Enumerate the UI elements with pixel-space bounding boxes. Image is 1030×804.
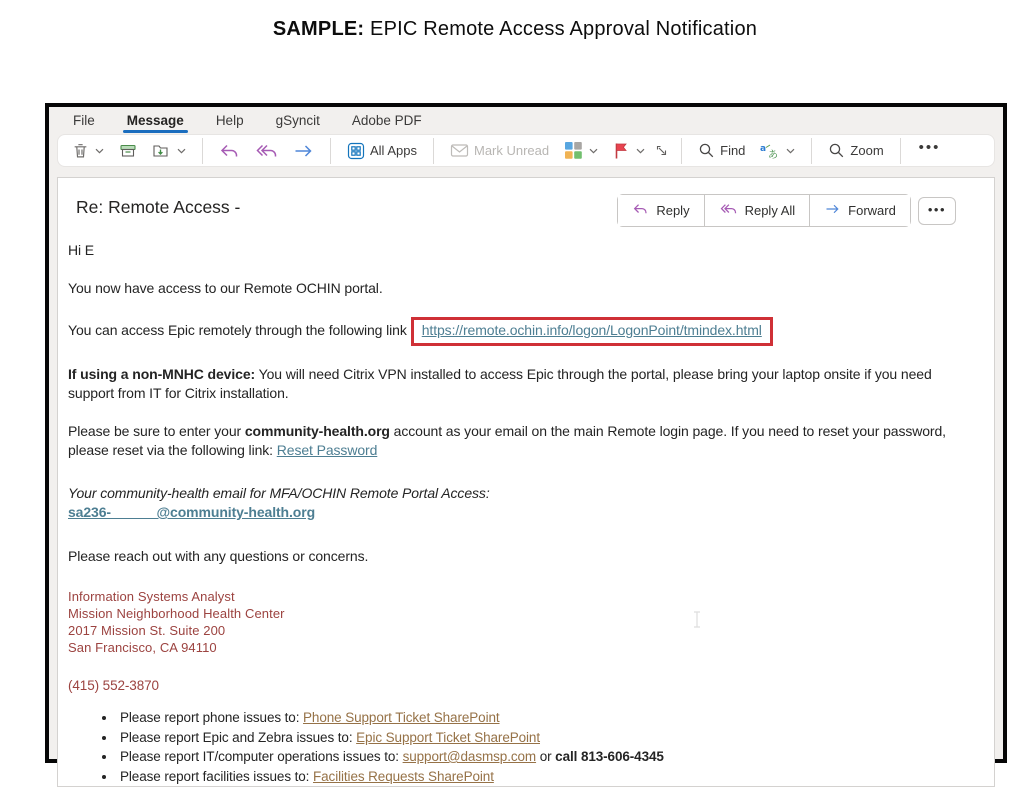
mfa-email-prefix: sa236-	[68, 504, 111, 520]
list-item	[117, 767, 974, 787]
bullet-text: Please report Epic and Zebra issues to:	[120, 729, 357, 745]
chevron-down-icon	[589, 148, 598, 154]
reply-label: Reply	[656, 203, 690, 218]
mark-unread-button[interactable]	[446, 139, 553, 162]
forward-arrow-icon	[293, 143, 314, 159]
menu-adobe-pdf[interactable]: Adobe PDF	[351, 113, 422, 128]
paragraph-questions: Please reach out with any questions or concerns.	[68, 548, 369, 564]
ribbon-toolbar	[57, 134, 995, 167]
toolbar-divider	[433, 138, 434, 164]
paragraph-link	[68, 317, 974, 346]
signature-street: 2017 Mission St. Suite 200	[68, 623, 226, 638]
menu-file[interactable]: File	[73, 113, 95, 128]
mfa-email-redacted-gap	[111, 504, 156, 520]
signature-phone: (415) 552-3870	[68, 678, 159, 693]
phone-support-link[interactable]: Phone Support Ticket SharePoint	[303, 710, 500, 725]
signature-block	[68, 588, 974, 656]
reply-all-arrow-icon	[719, 202, 738, 219]
categorize-icon	[564, 141, 583, 160]
forward-label: Forward	[848, 203, 896, 218]
signature-title: Information Systems Analyst	[68, 589, 235, 604]
mfa-email-link[interactable]	[68, 504, 315, 520]
flag-icon	[613, 142, 630, 160]
reply-arrow-icon	[219, 142, 240, 160]
page-title-prefix: SAMPLE:	[272, 18, 365, 40]
mark-unread-label: Mark Unread	[473, 143, 550, 158]
chevron-down-icon	[95, 148, 104, 154]
more-commands-button[interactable]	[913, 135, 951, 166]
bullet-text: Please report IT/computer operations issues to:	[120, 749, 403, 764]
archive-button[interactable]	[115, 138, 141, 163]
forward-button-header[interactable]	[810, 195, 910, 226]
vpn-rest-text: You will need Citrix VPN installed to access Epic through the portal, please bring your laptop onsite if you need support from IT for Citrix installation.	[68, 366, 932, 401]
folder-move-icon	[152, 142, 171, 159]
zoom-button[interactable]	[824, 138, 887, 163]
email-body	[58, 233, 994, 786]
paragraph-vpn	[68, 365, 974, 403]
translate-button[interactable]	[756, 138, 799, 164]
text-cursor	[692, 611, 702, 633]
reply-all-button-header[interactable]	[705, 195, 811, 226]
link-intro-text: You can access Epic remotely through the following link	[68, 322, 407, 338]
search-icon	[698, 142, 715, 159]
signature-city: San Francisco, CA 94110	[68, 640, 217, 655]
list-item	[117, 708, 974, 728]
outlook-window	[45, 103, 1007, 784]
find-button[interactable]	[694, 138, 749, 163]
categorize-button[interactable]	[560, 137, 602, 164]
list-item	[117, 747, 974, 767]
dialog-launcher-button[interactable]	[656, 143, 667, 161]
trash-icon	[72, 142, 89, 159]
email-subject: Re: Remote Access -	[76, 197, 241, 217]
reply-all-arrow-icon	[255, 142, 278, 160]
it-support-email-link[interactable]: support@dasmsp.com	[402, 749, 537, 764]
move-to-button[interactable]	[148, 138, 190, 163]
forward-arrow-icon	[824, 203, 841, 218]
paragraph-account	[68, 422, 974, 460]
all-apps-button[interactable]	[343, 138, 421, 164]
all-apps-icon	[347, 142, 365, 160]
page-title	[0, 18, 1030, 41]
account-domain-bold: community-health.org	[244, 423, 390, 439]
forward-button[interactable]	[289, 139, 318, 163]
menu-help[interactable]: Help	[215, 113, 244, 128]
it-support-phone: call 813-606-4345	[555, 749, 664, 764]
more-actions-button[interactable]: •••	[918, 197, 956, 225]
red-highlight-box	[411, 317, 773, 346]
header-actions	[617, 194, 956, 227]
delete-button[interactable]	[68, 138, 108, 163]
portal-link[interactable]: https://remote.ochin.info/logon/LogonPoint/tmindex.html	[421, 322, 762, 338]
translate-icon	[760, 142, 780, 160]
all-apps-label: All Apps	[370, 143, 417, 158]
list-item	[117, 728, 974, 748]
mfa-label: Your community-health email for MFA/OCHIN Remote Portal Access:	[68, 485, 490, 501]
envelope-icon	[450, 143, 469, 158]
reply-arrow-icon	[632, 202, 649, 219]
chevron-down-icon	[786, 148, 795, 154]
greeting-text: Hi E	[68, 242, 95, 258]
page-title-text: EPIC Remote Access Approval Notification	[364, 18, 758, 40]
reply-all-label: Reply All	[744, 203, 796, 218]
chevron-down-icon	[636, 148, 645, 154]
reply-all-button[interactable]	[251, 138, 282, 164]
account-text-mid: account as your email on the main Remote login page. If you need to reset your password, please reset via the following link:	[68, 423, 946, 458]
reply-button-group	[617, 194, 911, 227]
menu-bar	[49, 107, 1003, 132]
report-list	[68, 708, 974, 786]
mfa-section	[68, 484, 974, 522]
email-header	[58, 178, 994, 233]
toolbar-divider	[811, 138, 812, 164]
toolbar-divider	[202, 138, 203, 164]
more-horizontal-icon: •••	[918, 139, 941, 156]
bullet-text: or	[536, 749, 556, 764]
email-reading-pane	[57, 177, 995, 787]
toolbar-divider	[681, 138, 682, 164]
vpn-bold-text: If using a non-MNHC device:	[68, 366, 256, 382]
paragraph-access: You now have access to our Remote OCHIN portal.	[68, 280, 383, 296]
mfa-email-domain: @community-health.org	[156, 504, 316, 520]
epic-support-link[interactable]: Epic Support Ticket SharePoint	[356, 729, 540, 745]
chevron-down-icon	[177, 148, 186, 154]
account-text-pre: Please be sure to enter your	[68, 423, 245, 439]
find-label: Find	[720, 143, 746, 158]
toolbar-divider	[900, 138, 901, 164]
zoom-icon	[828, 142, 845, 159]
menu-message[interactable]: Message	[125, 109, 186, 132]
reset-password-link[interactable]: Reset Password	[276, 442, 378, 458]
toolbar-divider	[330, 138, 331, 164]
facilities-request-link[interactable]: Facilities Requests SharePoint	[313, 768, 494, 784]
flag-button[interactable]	[609, 138, 649, 164]
bullet-text: Please report phone issues to:	[120, 710, 304, 725]
svg-text:あ: あ	[768, 149, 779, 161]
svg-text:a: a	[760, 143, 767, 154]
reply-button-header[interactable]	[618, 195, 704, 226]
zoom-label: Zoom	[850, 143, 884, 158]
archive-icon	[119, 142, 137, 159]
signature-org: Mission Neighborhood Health Center	[68, 606, 285, 621]
bullet-text: Please report facilities issues to:	[120, 768, 313, 784]
reply-button[interactable]	[215, 138, 244, 164]
menu-gsyncit[interactable]: gSyncit	[275, 113, 320, 128]
